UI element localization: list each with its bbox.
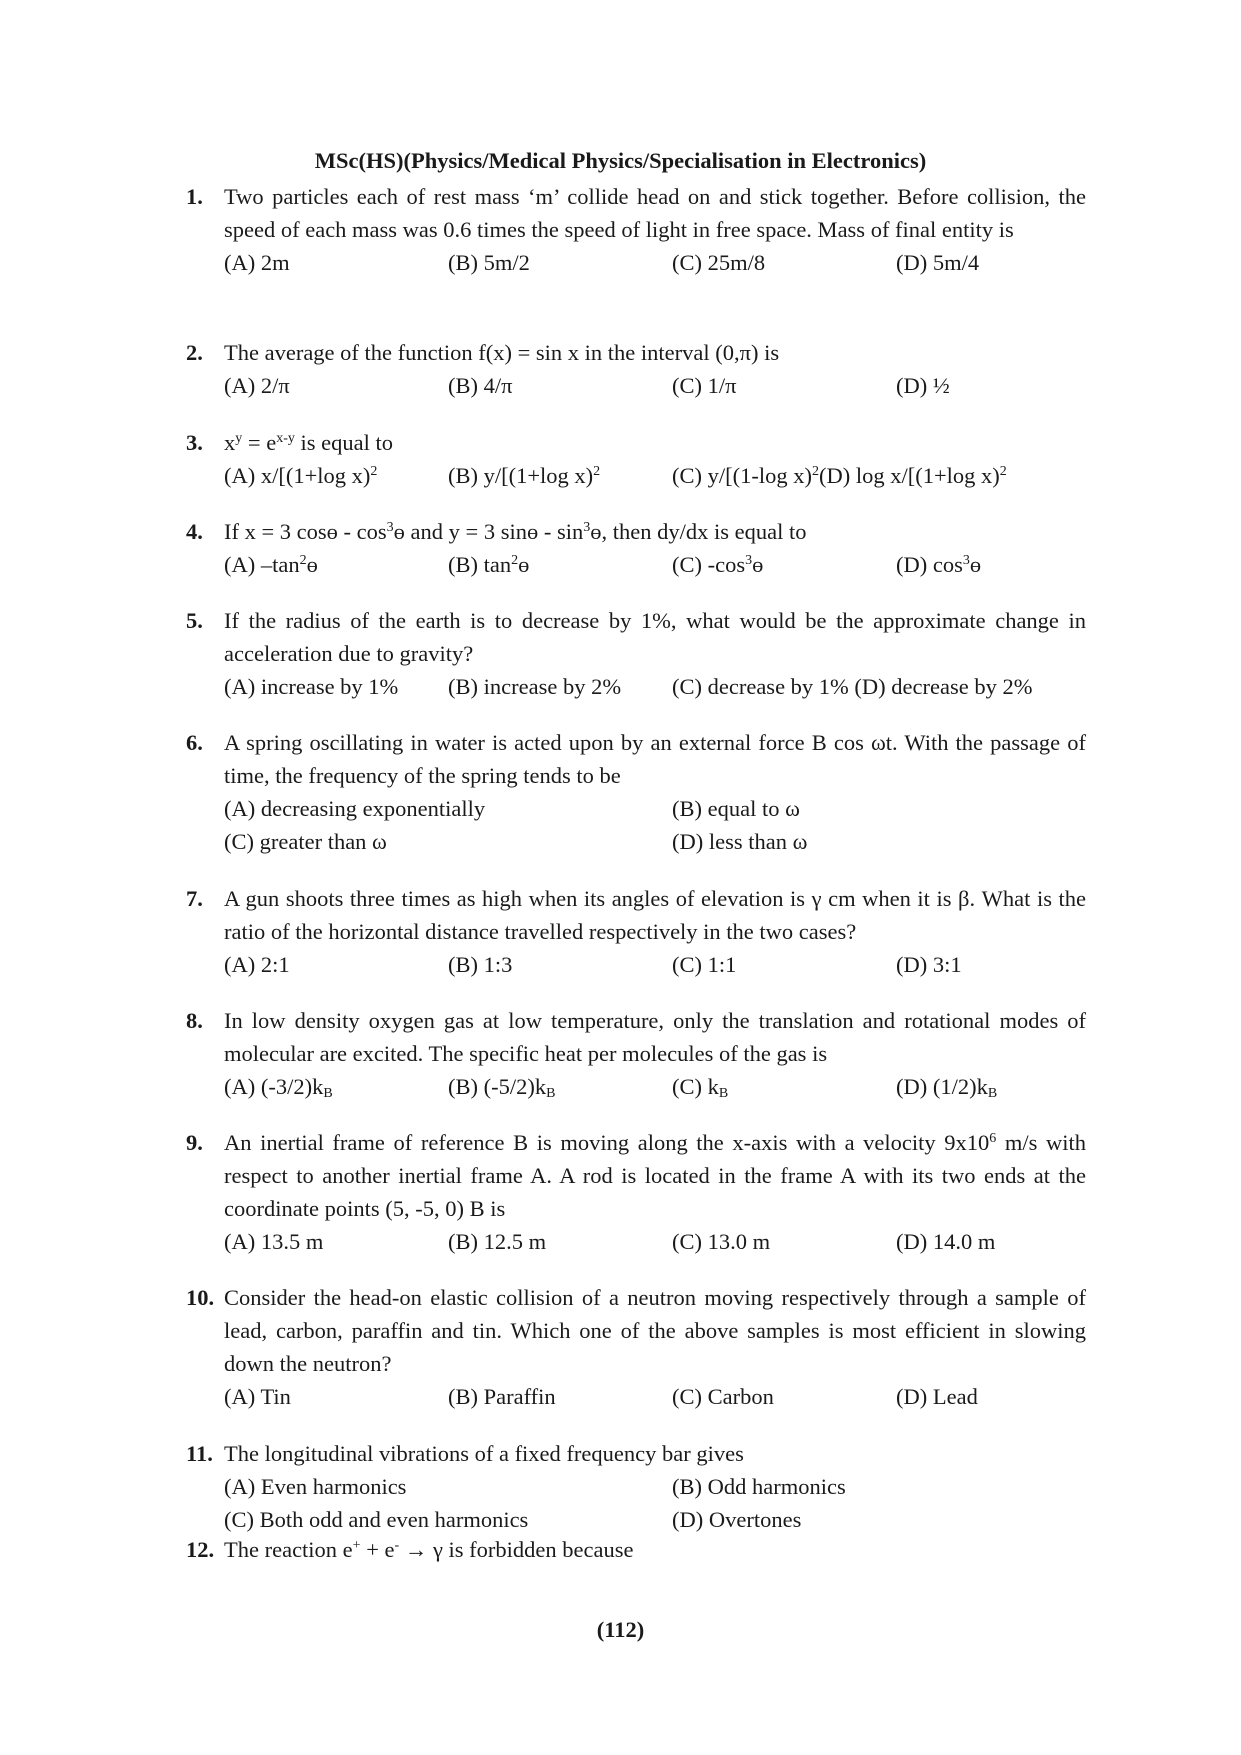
option-d: (D) 14.0 m	[896, 1229, 996, 1254]
option-b: (B) 4/π	[448, 373, 513, 398]
option-a: (A) decreasing exponentially	[224, 796, 486, 821]
page-title: MSc(HS)(Physics/Medical Physics/Specialisation in Electronics)	[314, 148, 927, 173]
option-d: (D) less than ω	[672, 829, 808, 854]
option-d: (D) Lead	[896, 1384, 978, 1409]
options-row	[224, 948, 1086, 981]
question-1	[186, 180, 1086, 279]
option-a: (A) 2:1	[224, 952, 290, 977]
question-10	[186, 1281, 1086, 1413]
question-text: A spring oscillating in water is acted upon by an external force B cos ωt. With the passage of time, the frequency of the spring tends to be	[224, 730, 1086, 788]
question-text: An inertial frame of reference B is moving along the x-axis with a velocity $9x10^6$ m/s with respect to another inertial frame A. A rod is located in the frame A with its two ends at the coordinate points (5, -5, 0) B is	[224, 1130, 1087, 1221]
question-number: 7.	[186, 886, 203, 911]
option-d: (D) 5m/4	[896, 250, 980, 275]
options-row	[224, 369, 1086, 402]
option-c: (C) 25m/8	[672, 250, 766, 275]
options-row	[224, 792, 1086, 825]
options-row	[224, 459, 1086, 492]
question-text: The longitudinal vibrations of a fixed frequency bar gives	[224, 1441, 744, 1466]
question-text: A gun shoots three times as high when its angles of elevation is γ cm when it is β. What is the ratio of the horizontal distance travelled respectively in the two cases?	[224, 886, 1086, 944]
option-c: (C) 1/π	[672, 373, 737, 398]
question-number: 3.	[186, 430, 203, 455]
option-b: (B) Odd harmonics	[672, 1474, 846, 1499]
option-d: (D) $(1/2)k_B$	[896, 1074, 998, 1101]
option-a: (A) $-\tan^2ɵ$	[224, 552, 318, 577]
question-text: $x^y = e^{x-y}$ is equal to	[224, 430, 393, 455]
question-text: Consider the head-on elastic collision of a neutron moving respectively through a sample of lead, carbon, paraffin and tin. Which one of the above samples is most efficient in slowing down the neutron?	[224, 1285, 1086, 1376]
option-a: (A) 2/π	[224, 373, 290, 398]
option-c-d: (C) decrease by 1% (D) decrease by 2%	[672, 674, 1033, 699]
options-row	[224, 1225, 1086, 1258]
option-a: (A) 2m	[224, 250, 290, 275]
option-b: (B) equal to ω	[672, 796, 800, 821]
option-c: (C) $-\cos^3ɵ$	[672, 552, 764, 577]
question-text: If the radius of the earth is to decrease by 1%, what would be the approximate change in acceleration due to gravity?	[224, 608, 1086, 666]
question-5	[186, 604, 1086, 703]
question-number: 5.	[186, 608, 203, 633]
question-number: 1.	[186, 184, 203, 209]
option-b: (B) 12.5 m	[448, 1229, 547, 1254]
option-b: (B) $\tan^2ɵ$	[448, 552, 530, 577]
options-row	[224, 1503, 1086, 1536]
options-row	[224, 670, 1086, 703]
options-row	[224, 548, 1086, 581]
option-a: (A) x/[(1+log x)$^2$	[224, 463, 378, 488]
option-b: (B) increase by 2%	[448, 674, 622, 699]
question-number: 12.	[186, 1537, 215, 1562]
question-number: 6.	[186, 730, 203, 755]
option-a: (A) Even harmonics	[224, 1474, 407, 1499]
option-b: (B) y/[(1+log x)$^2$	[448, 463, 601, 488]
question-number: 11.	[186, 1441, 213, 1466]
options-row	[224, 1470, 1086, 1503]
option-d: (D) $\cos^3ɵ$	[896, 552, 982, 577]
option-a: (A) increase by 1%	[224, 674, 399, 699]
option-b: (B) Paraffin	[448, 1384, 556, 1409]
option-c: (C) 13.0 m	[672, 1229, 771, 1254]
question-2	[186, 336, 1086, 402]
question-number: 9.	[186, 1130, 203, 1155]
options-row	[224, 825, 1086, 858]
option-c: (C) Carbon	[672, 1384, 774, 1409]
question-number: 2.	[186, 340, 203, 365]
question-text: The average of the function f(x) = sin x in the interval (0,π) is	[224, 340, 780, 365]
question-11	[186, 1437, 1086, 1536]
option-b: (B) $(-5/2)k_B$	[448, 1074, 556, 1101]
question-8	[186, 1004, 1086, 1103]
question-6	[186, 726, 1086, 858]
option-c: (C) $k_B$	[672, 1074, 729, 1101]
question-4	[186, 515, 1086, 581]
option-c-d: (C) y/[(1-log x)$^2$(D) log x/[(1+log x)$^2$	[672, 463, 1007, 488]
question-number: 10.	[186, 1285, 215, 1310]
question-text: The reaction e+ + e- → γ is forbidden because	[224, 1537, 634, 1562]
page-number: (112)	[596, 1617, 645, 1642]
option-a: (A) 13.5 m	[224, 1229, 324, 1254]
option-a: (A) $(-3/2)k_B$	[224, 1074, 333, 1101]
question-number: 8.	[186, 1008, 203, 1033]
option-c: (C) 1:1	[672, 952, 737, 977]
question-12	[186, 1533, 1086, 1566]
question-number: 4.	[186, 519, 203, 544]
option-d: (D) Overtones	[672, 1507, 802, 1532]
question-text: In low density oxygen gas at low temperature, only the translation and rotational modes of molecular are excited. The specific heat per molecules of the gas is	[224, 1008, 1086, 1066]
option-d: (D) 3:1	[896, 952, 962, 977]
options-row	[224, 1380, 1086, 1413]
question-9	[186, 1126, 1086, 1258]
option-a: (A) Tin	[224, 1384, 291, 1409]
question-text: If x = 3 cosɵ - $\cos^3ɵ$ and y = 3 sinɵ - $\sin^3ɵ$, then dy/dx is equal to	[224, 519, 807, 544]
option-c: (C) greater than ω	[224, 829, 387, 854]
option-b: (B) 1:3	[448, 952, 513, 977]
question-text: Two particles each of rest mass ‘m’ collide head on and stick together. Before collision, the speed of each mass was 0.6 times the speed of light in free space. Mass of final entity is	[224, 184, 1086, 242]
options-row	[224, 1070, 1086, 1103]
options-row	[224, 246, 1086, 279]
question-7	[186, 882, 1086, 981]
option-b: (B) 5m/2	[448, 250, 530, 275]
option-c: (C) Both odd and even harmonics	[224, 1507, 529, 1532]
question-3	[186, 426, 1086, 492]
option-d: (D) ½	[896, 373, 950, 398]
